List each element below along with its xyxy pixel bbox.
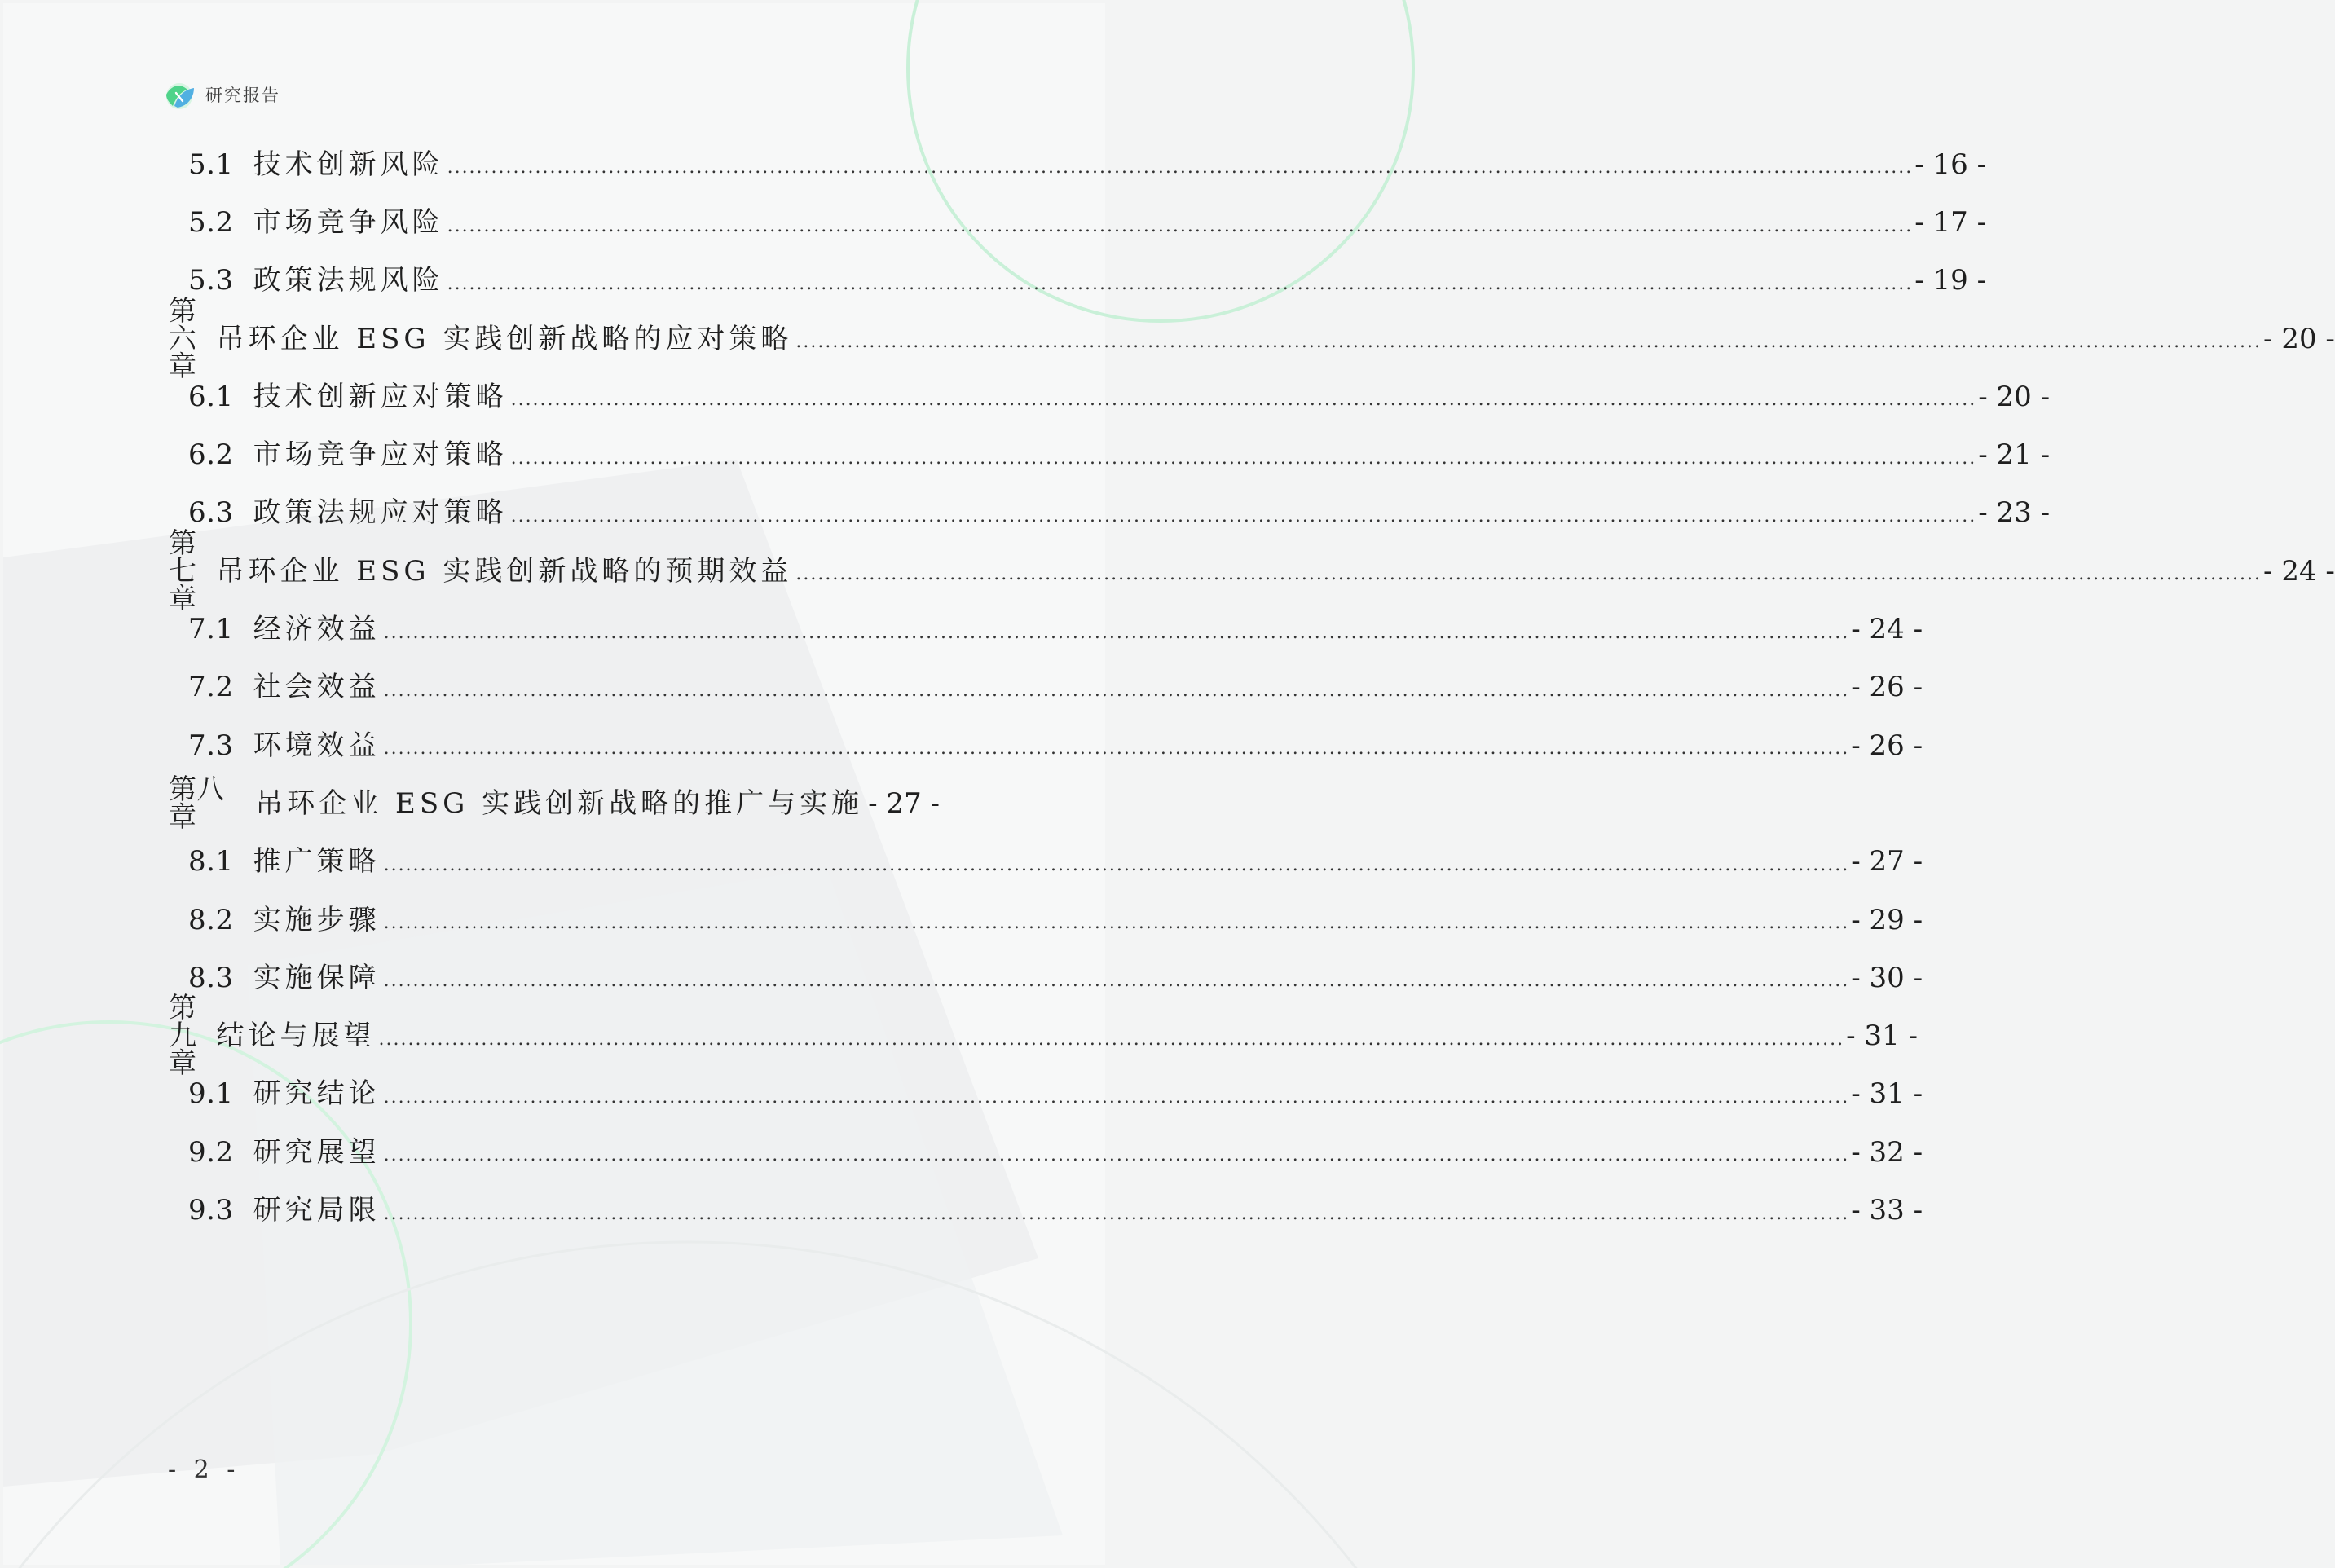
toc-chapter-entry[interactable] bbox=[169, 992, 1918, 1081]
toc-dot-leader: ........................................................................................................................................................................................................ bbox=[383, 622, 1850, 643]
toc-dot-leader: ........................................................................................................................................................................................................ bbox=[383, 1145, 1850, 1166]
toc-entry-page: - 19 - bbox=[1914, 264, 1987, 297]
report-label: 研究报告 bbox=[205, 86, 280, 105]
toc-entry-page: - 26 - bbox=[1851, 729, 1923, 762]
toc-entry-number: 8.1 bbox=[188, 845, 234, 879]
toc-entry-title: 研究结论 bbox=[253, 1077, 381, 1111]
toc-entry-number: 6.3 bbox=[188, 496, 234, 530]
toc-section-entry[interactable] bbox=[169, 1065, 1923, 1123]
toc-entry-number: 9.3 bbox=[188, 1193, 234, 1227]
toc-entry-number: 第九章 bbox=[169, 992, 197, 1081]
toc-entry-title: 实施保障 bbox=[253, 961, 381, 994]
toc-entry-number: 9.2 bbox=[188, 1135, 234, 1169]
toc-dot-leader: ........................................................................................................................................................................................................ bbox=[383, 1203, 1850, 1224]
toc-entry-title: 经济效益 bbox=[253, 613, 381, 646]
toc-entry-number: 第七章 bbox=[169, 526, 197, 615]
toc-dot-leader: ........................................................................................................................................................................................................ bbox=[383, 1087, 1850, 1108]
toc-entry-number: 8.3 bbox=[188, 961, 234, 994]
toc-section-entry[interactable] bbox=[169, 193, 1987, 251]
toc-entry-title: 吊环企业 ESG 实践创新战略的应对策略 bbox=[216, 322, 793, 355]
toc-dot-leader: ........................................................................................................................................................................................................ bbox=[383, 971, 1850, 992]
toc-chapter-entry[interactable] bbox=[169, 294, 2335, 383]
toc-dot-leader: ........................................................................................................................................................................................................ bbox=[795, 332, 2262, 353]
toc-entry-title: 技术创新应对策略 bbox=[253, 380, 508, 413]
toc-entry-number: 5.3 bbox=[188, 264, 234, 297]
toc-entry-title: 吊环企业 ESG 实践创新战略的推广与实施 bbox=[255, 786, 864, 820]
toc-entry-page: - 31 - bbox=[1846, 1020, 1918, 1053]
toc-dot-leader: ........................................................................................................................................................................................................ bbox=[447, 157, 1914, 178]
toc-dot-leader: ........................................................................................................................................................................................................ bbox=[383, 913, 1850, 934]
toc-entry-number: 第八章 bbox=[169, 773, 225, 834]
toc-dot-leader: ........................................................................................................................................................................................................ bbox=[378, 1028, 1845, 1050]
toc-entry-title: 政策法规风险 bbox=[253, 264, 444, 297]
toc-entry-page: - 16 - bbox=[1914, 148, 1987, 181]
toc-entry-page: - 24 - bbox=[1851, 613, 1923, 646]
toc-chapter-entry[interactable] bbox=[169, 774, 940, 832]
toc-dot-leader: ........................................................................................................................................................................................................ bbox=[383, 738, 1850, 760]
toc-dot-leader: ........................................................................................................................................................................................................ bbox=[447, 273, 1914, 294]
report-header bbox=[163, 78, 280, 111]
toc-entry-page: - 21 - bbox=[1978, 438, 2051, 472]
toc-entry-title: 环境效益 bbox=[253, 729, 381, 762]
toc-entry-title: 市场竞争应对策略 bbox=[253, 438, 508, 472]
page-number: - 2 - bbox=[168, 1456, 240, 1484]
toc-dot-leader: ........................................................................................................................................................................................................ bbox=[447, 215, 1914, 236]
toc-section-entry[interactable] bbox=[169, 600, 1923, 658]
table-of-contents bbox=[169, 135, 2335, 1240]
toc-section-entry[interactable] bbox=[169, 891, 1923, 949]
toc-entry-number: 7.3 bbox=[188, 729, 234, 762]
toc-entry-title: 吊环企业 ESG 实践创新战略的预期效益 bbox=[216, 554, 793, 588]
toc-entry-page: - 20 - bbox=[1978, 380, 2051, 413]
toc-entry-page: - 31 - bbox=[1851, 1077, 1923, 1111]
toc-section-entry[interactable] bbox=[169, 425, 2051, 483]
toc-entry-page: - 20 - bbox=[2263, 322, 2335, 355]
toc-entry-page: - 32 - bbox=[1851, 1135, 1923, 1169]
toc-entry-number: 7.1 bbox=[188, 613, 234, 646]
toc-entry-title: 研究展望 bbox=[253, 1135, 381, 1169]
toc-entry-number: 5.1 bbox=[188, 148, 234, 181]
toc-entry-title: 社会效益 bbox=[253, 671, 381, 704]
toc-entry-number: 6.2 bbox=[188, 438, 234, 472]
toc-dot-leader: ........................................................................................................................................................................................................ bbox=[510, 506, 1977, 527]
toc-dot-leader: ........................................................................................................................................................................................................ bbox=[383, 680, 1850, 701]
toc-entry-page: - 24 - bbox=[2263, 554, 2335, 588]
toc-entry-page: - 27 - bbox=[868, 786, 940, 820]
toc-entry-number: 8.2 bbox=[188, 903, 234, 936]
toc-section-entry[interactable] bbox=[169, 716, 1923, 774]
toc-entry-number: 6.1 bbox=[188, 380, 234, 413]
toc-entry-title: 市场竞争风险 bbox=[253, 205, 444, 239]
toc-dot-leader: ........................................................................................................................................................................................................ bbox=[383, 854, 1850, 875]
toc-section-entry[interactable] bbox=[169, 1181, 1923, 1239]
toc-entry-page: - 29 - bbox=[1851, 903, 1923, 936]
toc-dot-leader: ........................................................................................................................................................................................................ bbox=[795, 564, 2262, 585]
leaf-logo-icon bbox=[163, 78, 196, 111]
toc-section-entry[interactable] bbox=[169, 252, 1987, 310]
toc-section-entry[interactable] bbox=[169, 484, 2051, 542]
toc-entry-title: 技术创新风险 bbox=[253, 148, 444, 181]
toc-entry-number: 9.1 bbox=[188, 1077, 234, 1111]
toc-entry-page: - 33 - bbox=[1851, 1193, 1923, 1227]
toc-entry-page: - 27 - bbox=[1851, 845, 1923, 879]
toc-section-entry[interactable] bbox=[169, 135, 1987, 193]
toc-entry-number: 5.2 bbox=[188, 205, 234, 239]
toc-dot-leader: ........................................................................................................................................................................................................ bbox=[510, 390, 1977, 411]
toc-section-entry[interactable] bbox=[169, 833, 1923, 891]
toc-entry-title: 政策法规应对策略 bbox=[253, 496, 508, 530]
toc-entry-number: 第六章 bbox=[169, 294, 197, 383]
toc-entry-page: - 23 - bbox=[1978, 496, 2051, 530]
toc-entry-number: 7.2 bbox=[188, 671, 234, 704]
toc-section-entry[interactable] bbox=[169, 658, 1923, 716]
toc-entry-page: - 30 - bbox=[1851, 961, 1923, 994]
toc-entry-title: 实施步骤 bbox=[253, 903, 381, 936]
toc-chapter-entry[interactable] bbox=[169, 526, 2335, 615]
toc-section-entry[interactable] bbox=[169, 1123, 1923, 1181]
toc-entry-title: 结论与展望 bbox=[216, 1020, 376, 1053]
toc-section-entry[interactable] bbox=[169, 949, 1923, 1006]
toc-dot-leader: ........................................................................................................................................................................................................ bbox=[510, 447, 1977, 469]
toc-section-entry[interactable] bbox=[169, 368, 2051, 425]
toc-entry-page: - 26 - bbox=[1851, 671, 1923, 704]
toc-entry-title: 推广策略 bbox=[253, 845, 381, 879]
toc-entry-page: - 17 - bbox=[1914, 205, 1987, 239]
toc-entry-title: 研究局限 bbox=[253, 1193, 381, 1227]
